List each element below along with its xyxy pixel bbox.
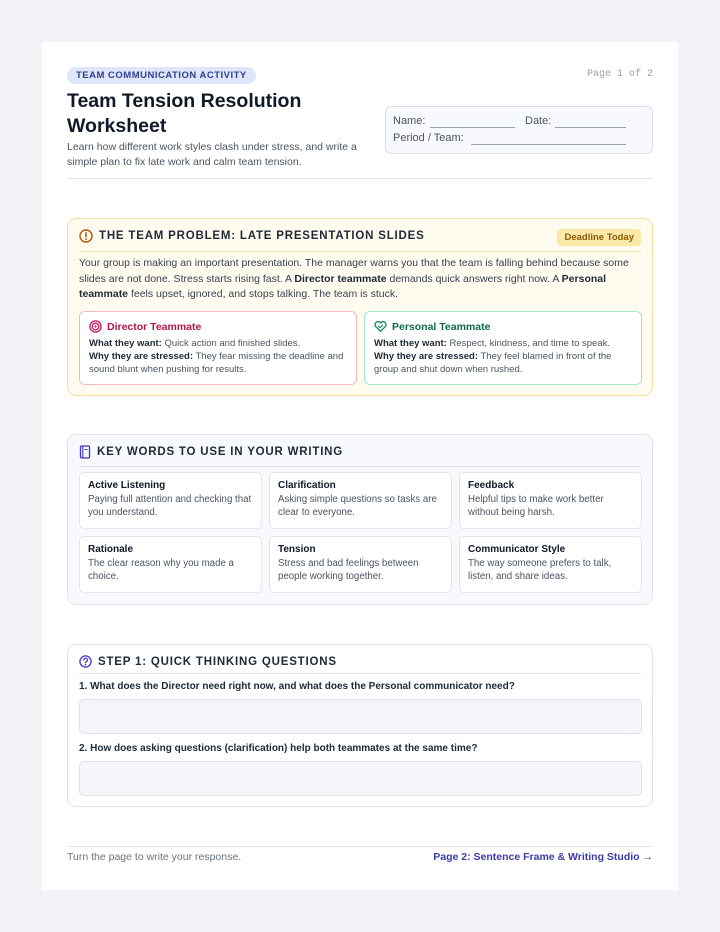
- personal-stress: Why they are stressed: They feel blamed in front of the group and shut down when rushed.: [374, 351, 612, 375]
- target-icon: [89, 320, 102, 333]
- period-team-label: Period / Team:: [393, 132, 464, 144]
- keyword-term: Rationale: [88, 544, 134, 555]
- key-words-divider: [79, 466, 641, 467]
- keyword-card: [269, 536, 452, 593]
- student-info-box: [385, 106, 653, 154]
- director-want: What they want: Quick action and finished slides.: [89, 338, 301, 349]
- keyword-definition: The way someone prefers to talk, listen, and share ideas.: [468, 558, 612, 582]
- question-1: 1. What does the Director need right now, and what does the Personal communicator need?: [79, 681, 515, 692]
- keyword-definition: Helpful tips to make work better without being harsh.: [468, 494, 604, 518]
- deadline-badge: Deadline Today: [557, 229, 641, 246]
- heart-handshake-icon: [374, 320, 387, 333]
- keyword-term: Clarification: [278, 480, 336, 491]
- step-1-divider: [79, 673, 641, 674]
- header-divider: [67, 178, 653, 179]
- name-label: Name:: [393, 115, 426, 127]
- next-page-link[interactable]: Page 2: Sentence Frame & Writing Studio →: [433, 851, 653, 863]
- keyword-definition: Stress and bad feelings between people working together.: [278, 558, 419, 582]
- keyword-definition: The clear reason why you made a choice.: [88, 558, 234, 582]
- keyword-term: Active Listening: [88, 480, 166, 491]
- answer-box-1[interactable]: [79, 699, 642, 734]
- keyword-card: [459, 536, 642, 593]
- key-words-heading: KEY WORDS TO USE IN YOUR WRITING: [79, 445, 343, 459]
- page-title: Team Tension Resolution Worksheet: [67, 90, 302, 137]
- footer-divider: [67, 846, 653, 847]
- team-problem-heading: [79, 229, 425, 243]
- page-subtitle: Learn how different work styles clash under stress, and write a simple plan to fix late work and calm team tension.: [67, 141, 357, 168]
- problem-divider: [79, 251, 641, 252]
- footer-instruction: Turn the page to write your response.: [67, 851, 242, 863]
- answer-box-2[interactable]: [79, 761, 642, 796]
- question-2: 2. How does asking questions (clarification) help both teammates at the same time?: [79, 743, 478, 754]
- name-field[interactable]: [430, 127, 515, 128]
- director-teammate-card: [79, 311, 357, 385]
- keyword-term: Communicator Style: [468, 544, 566, 555]
- keyword-term: Feedback: [468, 480, 515, 491]
- team-problem-card: [67, 218, 653, 396]
- period-team-field[interactable]: [471, 144, 626, 145]
- keyword-term: Tension: [278, 544, 316, 555]
- personal-teammate-title: Personal Teammate: [374, 320, 632, 333]
- director-stress: Why they are stressed: They fear missing the deadline and sound blunt when pushing for results.: [89, 351, 344, 375]
- key-words-card: [67, 434, 653, 605]
- keyword-card: [269, 472, 452, 529]
- keyword-card: [459, 472, 642, 529]
- team-problem-heading-text: THE TEAM PROBLEM: LATE PRESENTATION SLIDES: [99, 230, 425, 242]
- step-1-card: [67, 644, 653, 807]
- keyword-definition: Paying full attention and checking that you understand.: [88, 494, 252, 518]
- book-icon: [79, 445, 91, 459]
- keyword-card: [79, 536, 262, 593]
- page-indicator: Page 1 of 2: [586, 69, 653, 80]
- personal-want: What they want: Respect, kindness, and time to speak.: [374, 338, 611, 349]
- keyword-card: [79, 472, 262, 529]
- step-1-heading: STEP 1: QUICK THINKING QUESTIONS: [79, 655, 337, 668]
- director-teammate-title: Director Teammate: [89, 320, 347, 333]
- date-label: Date:: [525, 115, 552, 127]
- personal-teammate-card: [364, 311, 642, 385]
- help-circle-icon: [79, 655, 92, 668]
- problem-description: Your group is making an important presentation. The manager warns you that the team is falling behind because some slides are not done. Stress starts rising fast. A Director teammate demands quick answers right now. A Personal teammate feels upset, ignored, and stops talking. The team is stuck.: [79, 257, 629, 300]
- alert-circle-icon: [79, 229, 93, 243]
- worksheet-page: [42, 42, 678, 890]
- keyword-definition: Asking simple questions so tasks are clear to everyone.: [278, 494, 437, 518]
- activity-tag: TEAM COMMUNICATION ACTIVITY: [67, 67, 256, 84]
- date-field[interactable]: [555, 127, 626, 128]
